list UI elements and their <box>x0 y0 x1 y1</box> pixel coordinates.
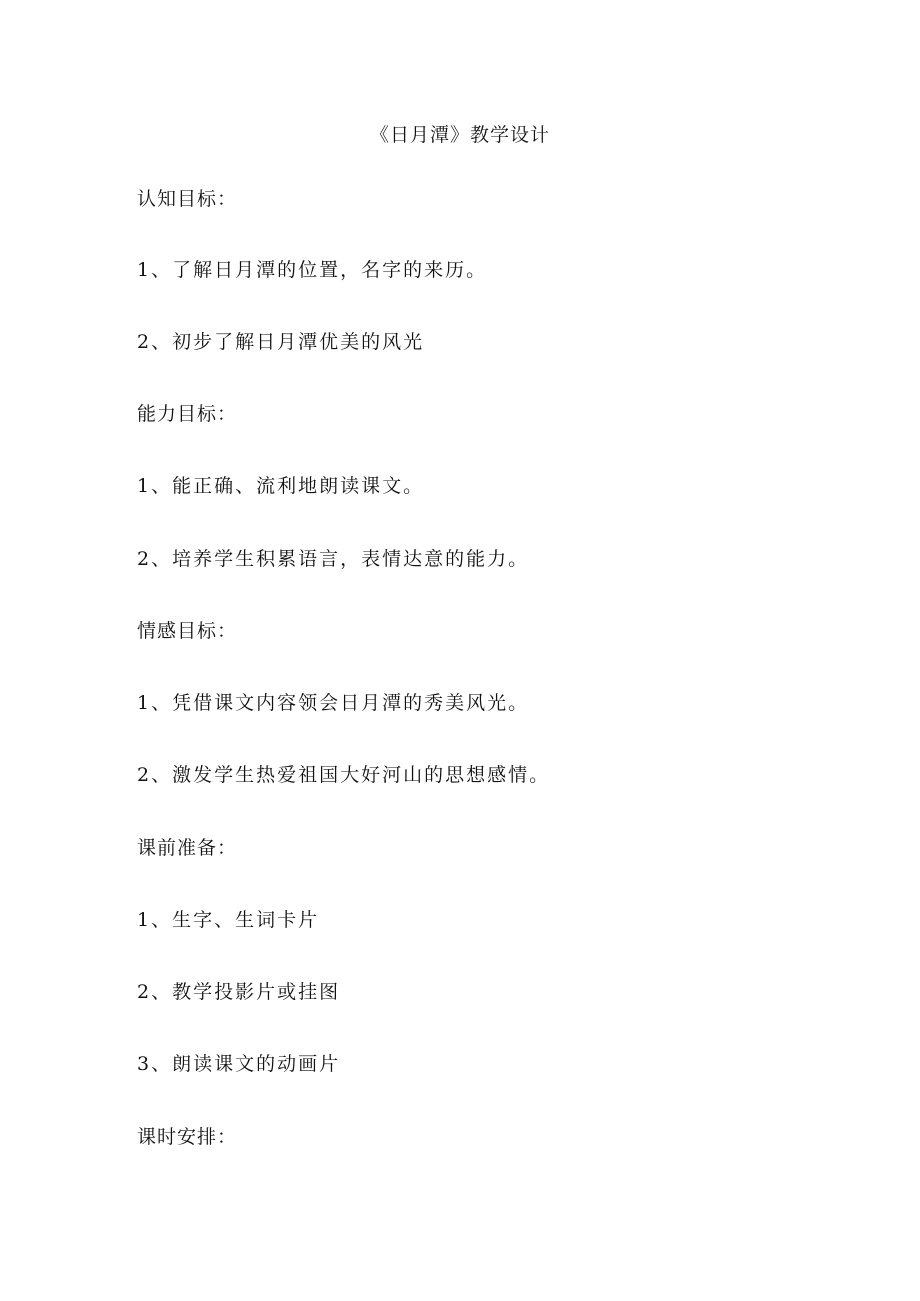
list-item: 2、激发学生热爱祖国大好河山的思想感情。 <box>137 764 551 786</box>
section-heading-cognitive: 认知目标： <box>137 188 238 210</box>
list-item: 3、朗读课文的动画片 <box>137 1053 341 1075</box>
section-heading-emotion: 情感目标： <box>137 620 238 642</box>
section-heading-schedule: 课时安排： <box>137 1126 238 1148</box>
list-item: 1、能正确、流利地朗读课文。 <box>137 475 425 497</box>
section-heading-ability: 能力目标： <box>137 403 238 425</box>
list-item: 1、凭借课文内容领会日月潭的秀美风光。 <box>137 692 530 714</box>
list-item: 2、培养学生积累语言，表情达意的能力。 <box>137 548 530 570</box>
list-item: 1、生字、生词卡片 <box>137 909 320 931</box>
section-heading-preparation: 课前准备： <box>137 837 238 859</box>
list-item: 2、教学投影片或挂图 <box>137 981 341 1003</box>
list-item: 1、了解日月潭的位置，名字的来历。 <box>137 259 488 281</box>
document-title: 《日月潭》教学设计 <box>369 124 550 146</box>
list-item: 2、初步了解日月潭优美的风光 <box>137 331 425 353</box>
